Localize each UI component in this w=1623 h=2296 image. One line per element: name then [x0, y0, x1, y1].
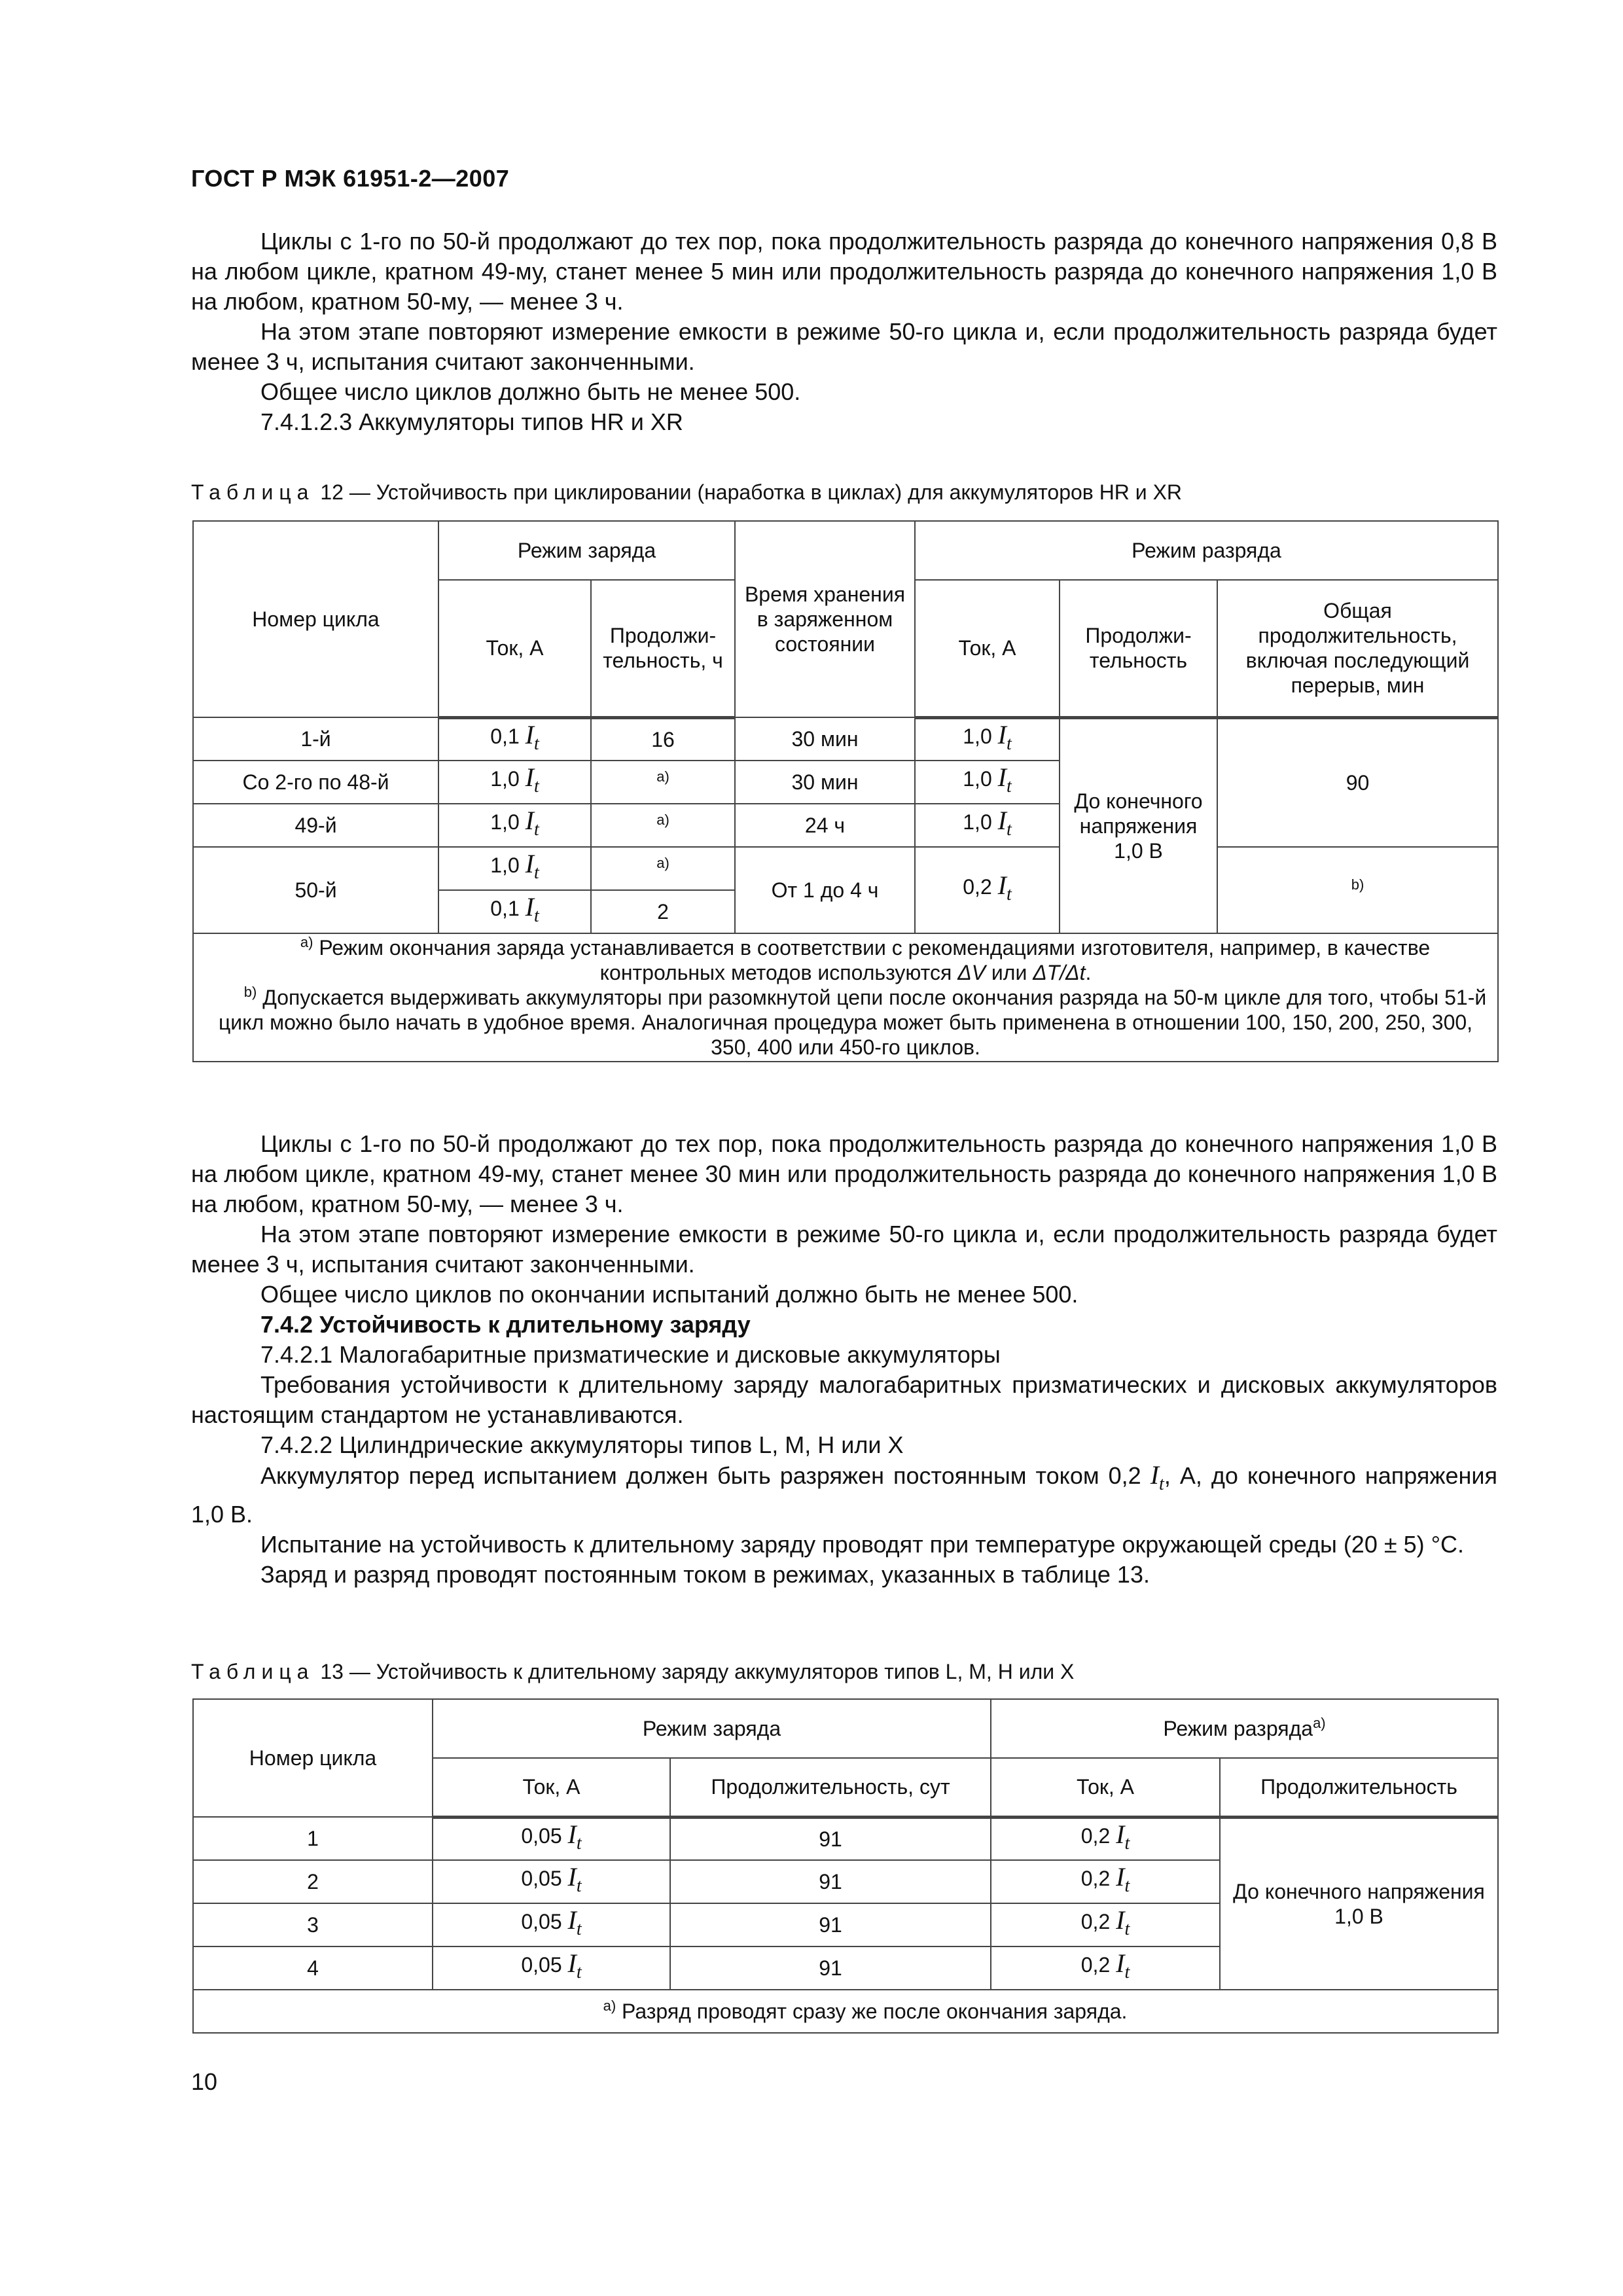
- cell-charge-current: 0,05 It: [433, 1946, 670, 1990]
- text-block-2: [191, 1129, 1497, 1590]
- cell-charge-duration: a): [591, 804, 735, 847]
- footnote-a: $^{a)}$ Разряд проводят сразу же после окончания заряда.: [603, 1998, 1128, 2023]
- cell-charge-duration: 2: [591, 890, 735, 933]
- paragraph: Аккумулятор перед испытанием должен быть разряжен постоянным током 0,2 $I_t$, А, до конечного напряжения 1,0 В.: [191, 1460, 1497, 1528]
- table-13-caption: [191, 1659, 1497, 1685]
- cell-cycle: 49-й: [193, 804, 438, 847]
- table-notes-row: [193, 1990, 1498, 2033]
- footnote-a: $^{a)}$ Режим окончания заряда устанавливается в соответствии с рекомендациями изготовителя, например, в качестве контрольных методов используются ΔV или ΔT/Δt.: [300, 934, 1431, 984]
- table-row: [193, 1817, 1498, 1860]
- cell-discharge-current: 1,0 It: [915, 761, 1060, 804]
- table-13-notes: [193, 1990, 1498, 2033]
- section-heading: 7.4.2 Устойчивость к длительному заряду: [260, 1311, 751, 1338]
- table-12: [192, 520, 1499, 1062]
- text-block-1: [191, 226, 1497, 437]
- header-cycle-number: Номер цикла: [193, 1699, 433, 1817]
- cell-total-note: b): [1217, 847, 1498, 933]
- paragraph: Общее число циклов по окончании испытаний должно быть не менее 500.: [260, 1281, 1079, 1308]
- cell-discharge-current: 0,2 It: [991, 1860, 1220, 1903]
- cell-discharge-current: 0,2 It: [915, 847, 1060, 933]
- cell-storage: 30 мин: [735, 761, 915, 804]
- cell-storage: От 1 до 4 ч: [735, 847, 915, 933]
- cell-charge-duration: a): [591, 847, 735, 890]
- cell-charge-current: 0,05 It: [433, 1817, 670, 1860]
- caption-word: Таблица: [191, 480, 315, 504]
- cell-charge-days: 91: [670, 1903, 991, 1946]
- cell-cycle: 1: [193, 1817, 433, 1860]
- header-charge-duration: Продолжи-тельность, ч: [591, 580, 735, 717]
- cell-charge-current: 0,1 It: [438, 890, 591, 933]
- header-discharge-mode: Режим разряда$^{a)}$: [991, 1699, 1498, 1758]
- header-charge-mode: Режим заряда: [433, 1699, 991, 1758]
- table-12-caption: [191, 479, 1497, 505]
- cell-discharge-current: 0,2 It: [991, 1817, 1220, 1860]
- cell-storage: 24 ч: [735, 804, 915, 847]
- paragraph: Циклы с 1-го по 50-й продолжают до тех пор, пока продолжительность разряда до конечного напряжения 1,0 В на любом цикле, кратном 49-му, станет менее 30 мин или продолжительность разряда до конечного напряжения 1,0 В на любом, кратном 50-му, — менее 3 ч.: [191, 1130, 1497, 1217]
- header-discharge-current: Ток, А: [991, 1758, 1220, 1817]
- paragraph: Требования устойчивости к длительному заряду малогабаритных призматических и дисковых аккумуляторов настоящим стандартом не устанавливаются.: [191, 1371, 1497, 1428]
- header-charge-current: Ток, А: [433, 1758, 670, 1817]
- table-13: [192, 1698, 1499, 2034]
- table-12-notes: [193, 933, 1498, 1062]
- cell-charge-days: 91: [670, 1860, 991, 1903]
- cell-discharge-end: До конечного напряжения 1,0 В: [1220, 1817, 1498, 1990]
- page-number: 10: [191, 2068, 218, 2095]
- caption-text: 13 — Устойчивость к длительному заряду аккумуляторов типов L, M, H или X: [314, 1660, 1075, 1683]
- cell-discharge-current: 0,2 It: [991, 1903, 1220, 1946]
- subsection-heading: 7.4.2.2 Цилиндрические аккумуляторы типов L, M, H или X: [260, 1431, 904, 1458]
- cell-charge-current: 1,0 It: [438, 761, 591, 804]
- cell-discharge-current: 0,2 It: [991, 1946, 1220, 1990]
- footnote-b: $^{b)}$ Допускается выдерживать аккумуляторы при разомкнутой цепи после окончания разряда на 50-м цикле для того, чтобы 51-й цикл можно было начать в удобное время. Аналогичная процедура может быть применена в отношении 100, 150, 200, 250, 300, 350, 400 или 450-го циклов.: [218, 984, 1487, 1059]
- cell-cycle: 3: [193, 1903, 433, 1946]
- cell-discharge-current: 1,0 It: [915, 804, 1060, 847]
- table-notes-row: [193, 933, 1498, 1062]
- cell-charge-current: 0,05 It: [433, 1860, 670, 1903]
- subsection-heading: 7.4.1.2.3 Аккумуляторы типов HR и XR: [260, 408, 683, 435]
- cell-charge-current: 1,0 It: [438, 804, 591, 847]
- cell-charge-days: 91: [670, 1946, 991, 1990]
- cell-cycle: Со 2-го по 48-й: [193, 761, 438, 804]
- header-cycle-number: Номер цикла: [193, 521, 438, 717]
- paragraph: Заряд и разряд проводят постоянным током в режимах, указанных в таблице 13.: [260, 1561, 1150, 1588]
- cell-charge-current: 0,05 It: [433, 1903, 670, 1946]
- cell-charge-current: 1,0 It: [438, 847, 591, 890]
- cell-charge-duration: a): [591, 761, 735, 804]
- cell-discharge-current: 1,0 It: [915, 717, 1060, 761]
- cell-cycle: 1-й: [193, 717, 438, 761]
- header-discharge-duration: Продолжи-тельность: [1060, 580, 1217, 717]
- cell-charge-days: 91: [670, 1817, 991, 1860]
- header-discharge-duration: Продолжительность: [1220, 1758, 1498, 1817]
- paragraph: Испытание на устойчивость к длительному заряду проводят при температуре окружающей среды (20 ± 5) °С.: [260, 1531, 1465, 1558]
- header-total-duration: Общая продолжительность, включая последующий перерыв, мин: [1217, 580, 1498, 717]
- header-discharge-current: Ток, А: [915, 580, 1060, 717]
- cell-cycle: 2: [193, 1860, 433, 1903]
- cell-cycle: 4: [193, 1946, 433, 1990]
- paragraph: На этом этапе повторяют измерение емкости в режиме 50-го цикла и, если продолжительность разряда будет менее 3 ч, испытания считают законченными.: [191, 318, 1497, 375]
- paragraph: Общее число циклов должно быть не менее 500.: [260, 378, 801, 405]
- table-row: [193, 847, 1498, 890]
- table-row: [193, 717, 1498, 761]
- standard-header: ГОСТ Р МЭК 61951-2—2007: [191, 165, 510, 192]
- header-storage-time: Время хранения в заряженном состоянии: [735, 521, 915, 717]
- cell-charge-current: 0,1 It: [438, 717, 591, 761]
- header-charge-mode: Режим заряда: [438, 521, 735, 580]
- caption-word: Таблица: [191, 1660, 315, 1683]
- cell-charge-duration: 16: [591, 717, 735, 761]
- subsection-heading: 7.4.2.1 Малогабаритные призматические и дисковые аккумуляторы: [260, 1341, 1001, 1368]
- header-charge-duration: Продолжительность, сут: [670, 1758, 991, 1817]
- header-charge-current: Ток, А: [438, 580, 591, 717]
- cell-storage: 30 мин: [735, 717, 915, 761]
- caption-text: 12 — Устойчивость при циклировании (наработка в циклах) для аккумуляторов HR и XR: [314, 480, 1183, 504]
- paragraph: На этом этапе повторяют измерение емкости в режиме 50-го цикла и, если продолжительность разряда будет менее 3 ч, испытания считают законченными.: [191, 1221, 1497, 1278]
- cell-discharge-end: До конечного напряжения 1,0 В: [1060, 717, 1217, 933]
- paragraph: Циклы с 1-го по 50-й продолжают до тех пор, пока продолжительность разряда до конечного напряжения 0,8 В на любом цикле, кратном 49-му, станет менее 5 мин или продолжительность разряда до конечного напряжения 1,0 В на любом, кратном 50-му, — менее 3 ч.: [191, 228, 1497, 315]
- cell-cycle: 50-й: [193, 847, 438, 933]
- cell-total-90: 90: [1217, 717, 1498, 847]
- header-discharge-mode: Режим разряда: [915, 521, 1498, 580]
